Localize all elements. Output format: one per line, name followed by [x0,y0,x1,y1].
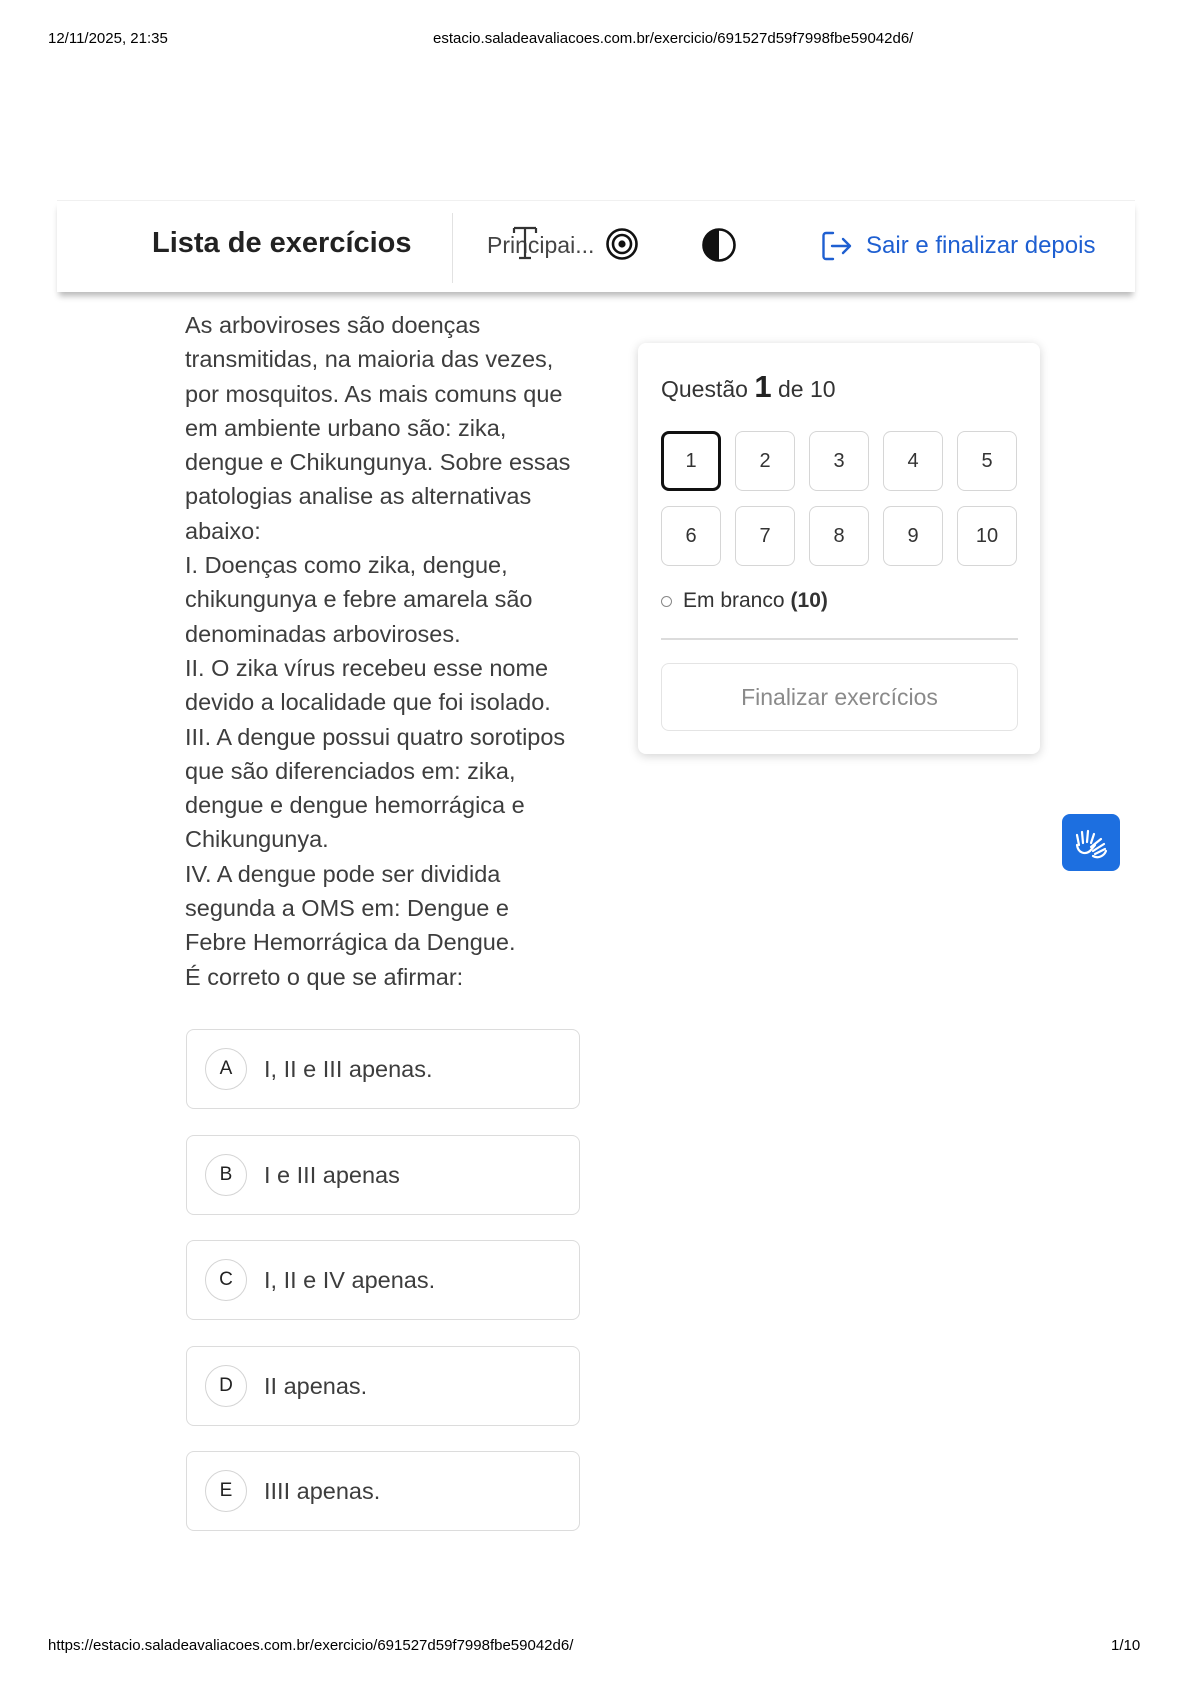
question-number-8[interactable]: 8 [809,506,869,566]
option-letter: E [205,1470,247,1512]
question-line: É correto o que se afirmar: [185,963,464,990]
question-number-1[interactable]: 1 [661,431,721,491]
header-divider [452,213,453,283]
question-number-5[interactable]: 5 [957,431,1017,491]
finish-exercises-button[interactable]: Finalizar exercícios [661,663,1018,731]
question-line: denominadas arboviroses. [185,620,461,647]
question-total: de 10 [777,376,836,402]
accessibility-button[interactable] [1062,814,1120,871]
contrast-icon[interactable] [701,227,737,263]
answer-option-d[interactable] [186,1346,580,1426]
current-question-number: 1 [754,369,772,404]
question-number-9[interactable]: 9 [883,506,943,566]
question-line: Chikungunya. [185,826,329,853]
question-counter [661,369,836,405]
question-number-7[interactable]: 7 [735,506,795,566]
question-line: As arboviroses são doenças [185,312,481,338]
answer-option-e[interactable] [186,1451,580,1531]
question-line: II. O zika vírus recebeu esse nome [185,654,549,681]
question-line: patologias analise as alternativas [185,483,532,510]
question-line: transmitidas, na maioria das vezes, [185,346,554,373]
blank-status-count: (10) [790,589,828,612]
question-navigator-panel [638,343,1040,754]
question-line: devido a localidade que foi isolado. [185,689,551,716]
question-number-4[interactable]: 4 [883,431,943,491]
print-page-number: 1/10 [1111,1637,1141,1654]
question-line: chikungunya e febre amarela são [185,586,533,613]
blank-status-label: Em branco [683,589,785,612]
exit-icon [820,229,854,263]
option-text: IIII apenas. [264,1477,381,1504]
blank-status [661,589,828,613]
question-number-6[interactable]: 6 [661,506,721,566]
filter-select[interactable]: Principai... [487,232,595,258]
sign-language-hands-icon [1071,823,1111,863]
question-line: III. A dengue possui quatro sorotipos [185,723,566,750]
question-line: dengue e dengue hemorrágica e [185,792,525,819]
target-icon[interactable] [605,227,639,261]
question-line: em ambiente urbano são: zika, [185,414,507,441]
question-line: IV. A dengue pode ser dividida [185,860,501,887]
option-text: II apenas. [264,1372,368,1399]
question-number-10[interactable]: 10 [957,506,1017,566]
question-line: I. Doenças como zika, dengue, [185,552,508,579]
question-line: Febre Hemorrágica da Dengue. [185,929,516,956]
option-text: I, II e III apenas. [264,1055,433,1082]
question-line: segunda a OMS em: Dengue e [185,895,509,922]
question-text [185,308,600,994]
question-line: abaixo: [185,517,261,544]
text-cursor-icon [510,225,540,261]
status-dot-icon [661,596,672,607]
print-header-url: estacio.saladeavaliacoes.com.br/exercicio/691527d59f7998fbe59042d6/ [433,30,914,47]
option-letter: D [205,1365,247,1407]
option-letter: A [205,1048,247,1090]
panel-divider [661,638,1018,640]
question-line: dengue e Chikungunya. Sobre essas [185,449,571,476]
answer-option-b[interactable] [186,1135,580,1215]
question-number-2[interactable]: 2 [735,431,795,491]
question-line: que são diferenciados em: zika, [185,757,516,784]
exit-label: Sair e finalizar depois [866,232,1096,259]
option-letter: B [205,1154,247,1196]
question-line: por mosquitos. As mais comuns que [185,380,563,407]
option-text: I e III apenas [264,1161,400,1188]
top-bar [57,200,1135,292]
answer-option-c[interactable] [186,1240,580,1320]
question-prefix: Questão [661,376,748,402]
print-datetime: 12/11/2025, 21:35 [48,30,168,47]
exit-button[interactable] [820,229,1095,263]
option-text: I, II e IV apenas. [264,1266,436,1293]
option-letter: C [205,1259,247,1301]
question-number-3[interactable]: 3 [809,431,869,491]
answer-option-a[interactable] [186,1029,580,1109]
page-title: Lista de exercícios [152,227,412,259]
print-footer-url: https://estacio.saladeavaliacoes.com.br/exercicio/691527d59f7998fbe59042d6/ [48,1637,574,1654]
